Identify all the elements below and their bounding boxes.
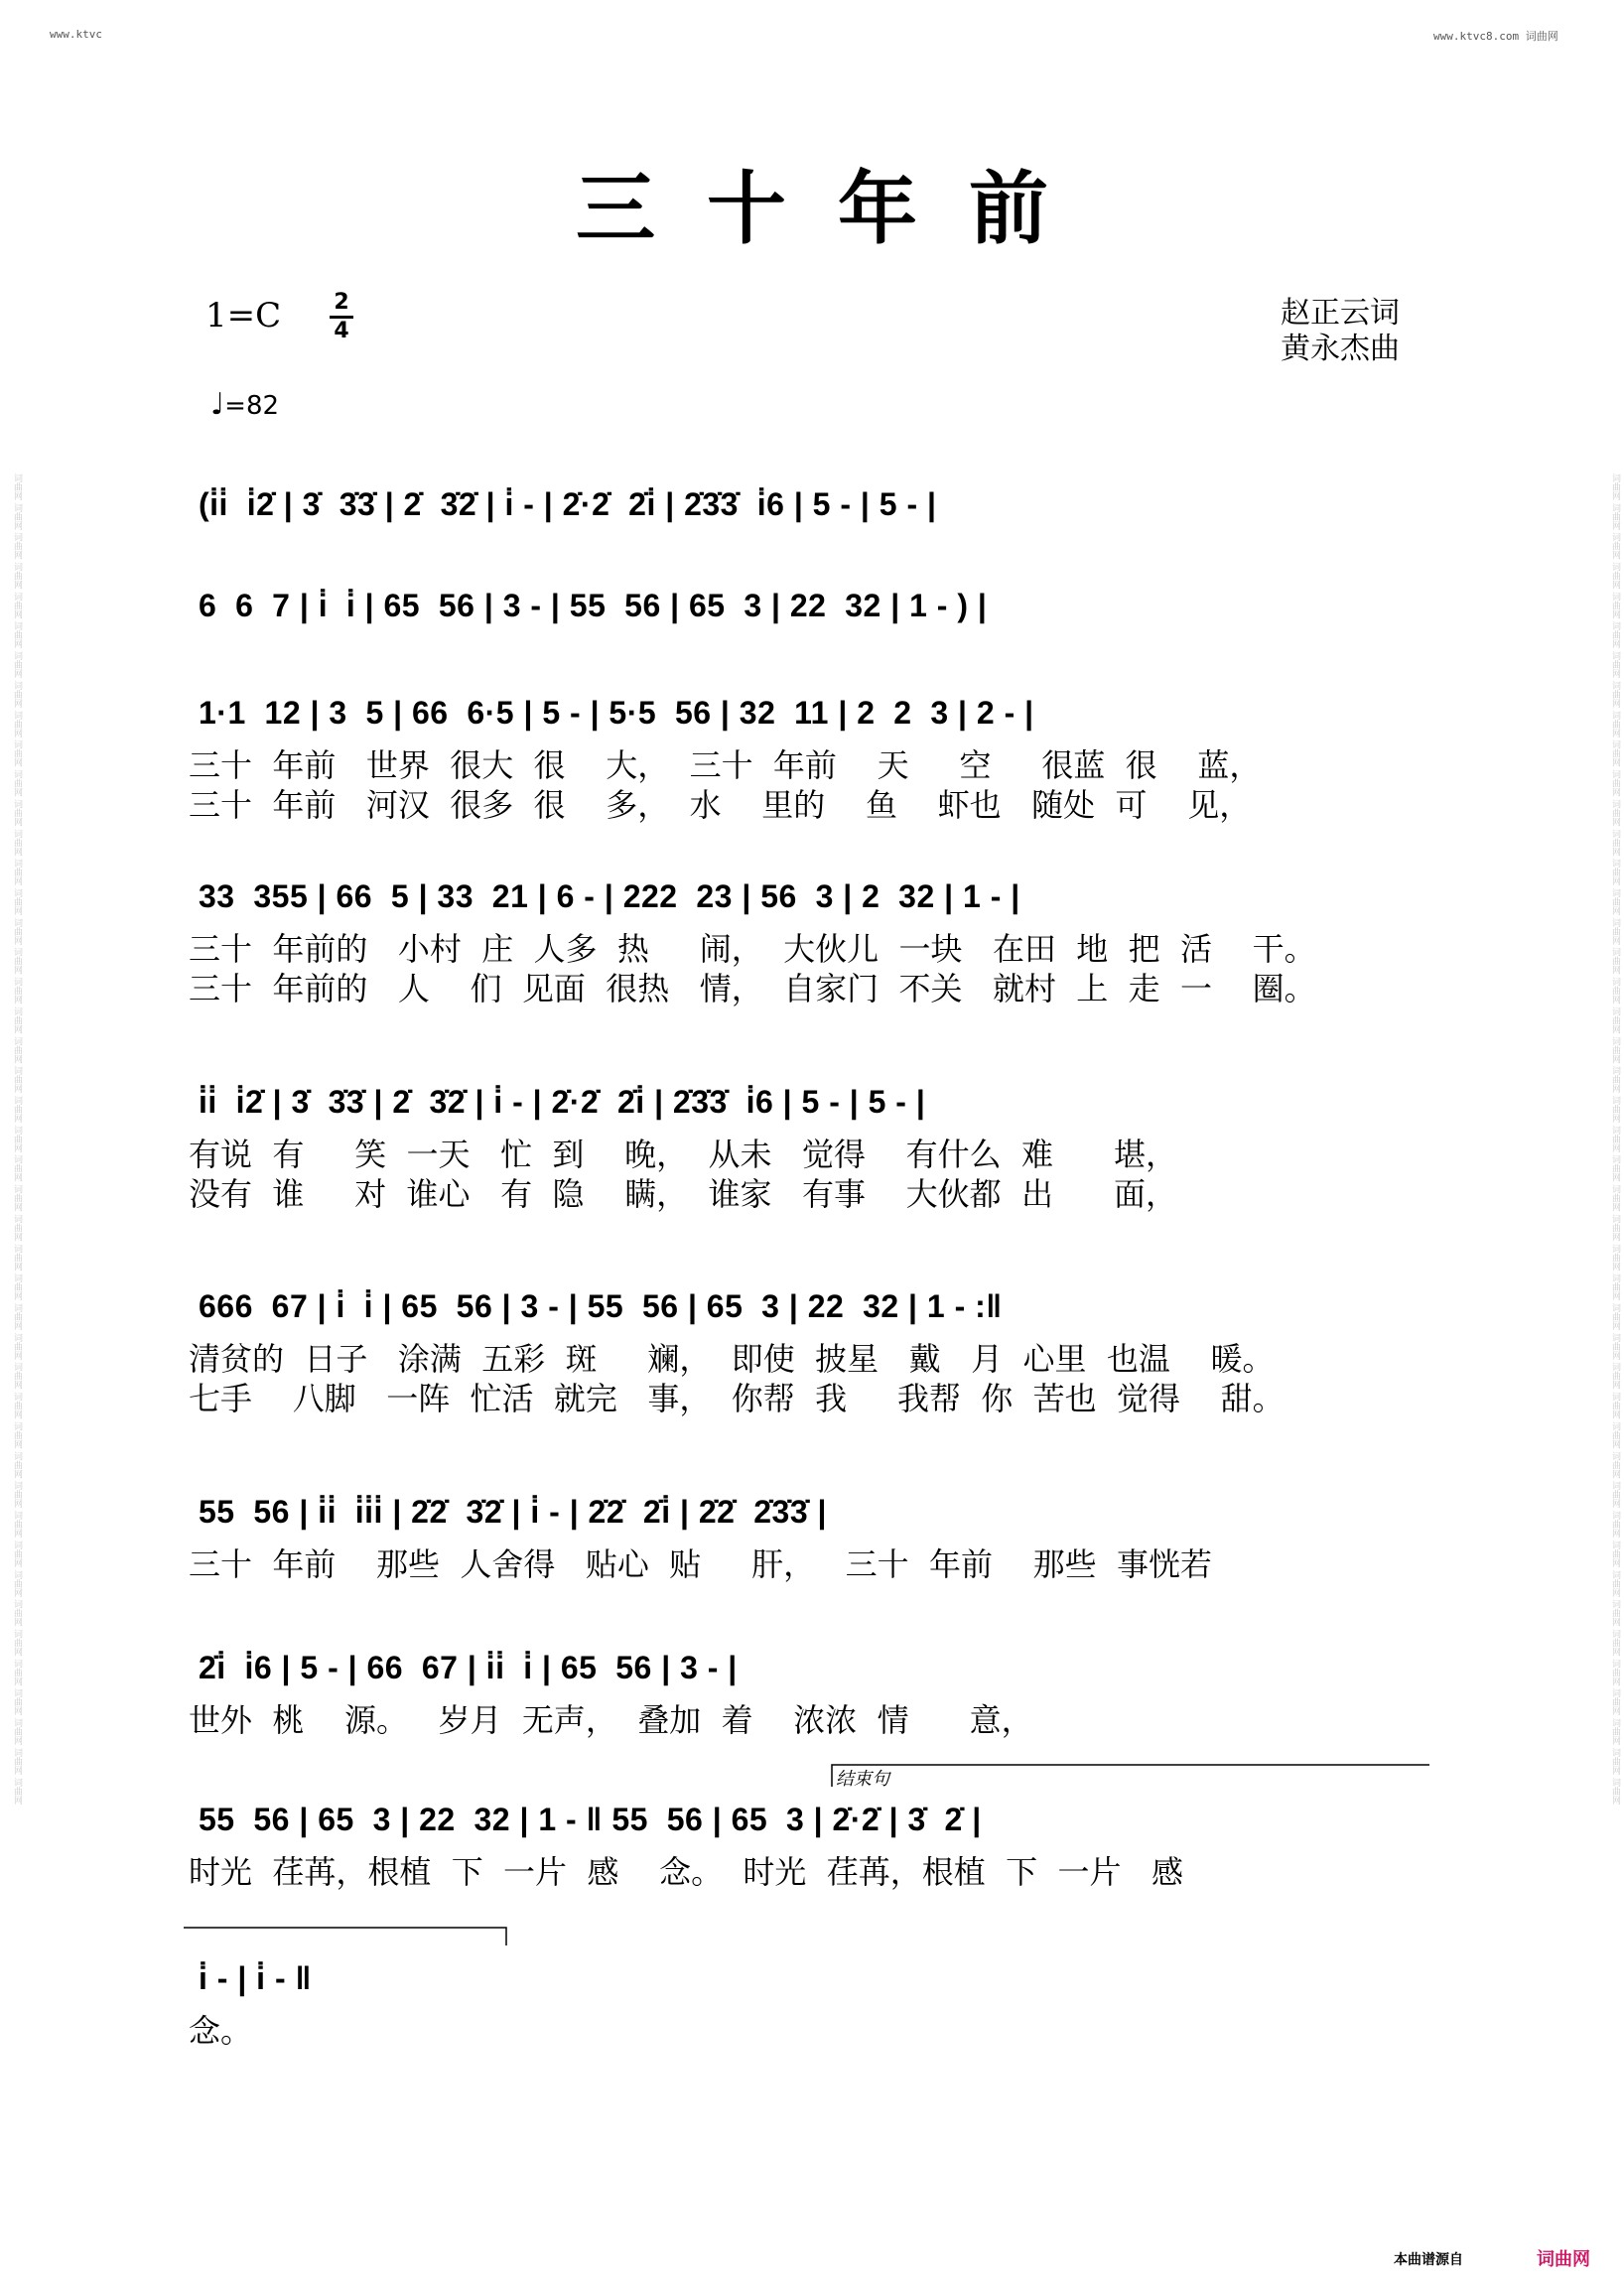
notation-line: 55 56 | i̇i̇ i̇i̇i̇ | 2̇2̇ 3̇2̇ | i̇ - | 2̇2̇ 2̇i̇ | 2̇2̇ 2̇3̇3̇ | xyxy=(199,1494,827,1530)
lyric-line: 三十 年前 那些 人舍得 贴心 贴 肝， 三十 年前 那些 事恍若 xyxy=(189,1545,1212,1583)
notation-line: 55 56 | 65 3 | 22 32 | 1 - ‖ 55 56 | 65 3 | 2̇·2̇ | 3̇ 2̇ | xyxy=(199,1802,982,1837)
notation-line: i̇i̇ i̇2̇ | 3̇ 3̇3̇ | 2̇ 3̇2̇ | i̇ - | 2̇·2̇ 2̇i̇ | 2̇3̇3̇ i̇6 | 5 - | 5 - | xyxy=(199,1084,926,1120)
ending-bracket xyxy=(832,1765,1429,1787)
quarter-note-icon: ♩ xyxy=(210,387,225,422)
watermark-right-strip: 词曲网 词曲网 词曲网 词曲网 词曲网 词曲网 词曲网 词曲网 词曲网 词曲网 词曲网 词曲网 词曲网 词曲网 词曲网 词曲网 词曲网 词曲网 词曲网 词曲网 词曲网 词曲网 词曲网 词曲网 词曲网 词曲网 词曲网 词曲网 词曲网 词曲网 词曲网 词曲网 词曲网 词曲网 词曲网 词曲网 词曲网 词曲网 词曲网 词曲网 词曲网 词曲网 词曲网 词曲网 词曲网 xyxy=(1610,473,1620,1805)
lyric-line: 三十 年前 世界 很大 很 大， 三十 年前 天 空 很蓝 很 蓝， xyxy=(189,746,1262,784)
tempo-value: =82 xyxy=(224,391,280,421)
lyric-line: 清贫的 日子 涂满 五彩 斑 斓， 即使 披星 戴 月 心里 也温 暖。 xyxy=(189,1340,1275,1378)
watermark-left-strip: 词曲网 词曲网 词曲网 词曲网 词曲网 词曲网 词曲网 词曲网 词曲网 词曲网 词曲网 词曲网 词曲网 词曲网 词曲网 词曲网 词曲网 词曲网 词曲网 词曲网 词曲网 词曲网 词曲网 词曲网 词曲网 词曲网 词曲网 词曲网 词曲网 词曲网 词曲网 词曲网 词曲网 词曲网 词曲网 词曲网 词曲网 词曲网 词曲网 词曲网 词曲网 词曲网 词曲网 词曲网 词曲网 xyxy=(12,473,22,1805)
final-bracket xyxy=(184,1928,506,1945)
lyric-line: 七手 八脚 一阵 忙活 就完 事， 你帮 我 我帮 你 苦也 觉得 甜。 xyxy=(189,1380,1285,1417)
notation-line: 2̇i̇ i̇6 | 5 - | 66 67 | i̇i̇ i̇ | 65 56 | 3 - | xyxy=(199,1650,738,1685)
ending-label: 结束句 xyxy=(836,1769,889,1790)
lyric-line: 有说 有 笑 一天 忙 到 晚， 从未 觉得 有什么 难 堪， xyxy=(189,1136,1178,1173)
notation-line: 6 6 7 | i̇ i̇ | 65 56 | 3 - | 55 56 | 65 3 | 22 32 | 1 - ) | xyxy=(199,588,988,623)
notation-line: 1·1 12 | 3 5 | 66 6·5 | 5 - | 5·5 56 | 32 11 | 2 2 3 | 2 - | xyxy=(199,695,1034,731)
lyric-line: 三十 年前的 小村 庄 人多 热 闹， 大伙儿 一块 在田 地 把 活 干。 xyxy=(189,930,1316,968)
composer-credit: 黄永杰曲 xyxy=(1281,332,1400,366)
meter-top: 2 xyxy=(334,290,349,315)
key-signature: 1=C xyxy=(205,296,282,335)
meter-bottom: 4 xyxy=(334,319,349,343)
lyric-line: 没有 谁 对 谁心 有 隐 瞒， 谁家 有事 大伙都 出 面， xyxy=(189,1175,1178,1213)
footer-source: 本曲谱源自 xyxy=(1394,2252,1463,2268)
notation-line: (i̇i̇ i̇2̇ | 3̇ 3̇3̇ | 2̇ 3̇2̇ | i̇ - | 2̇·2̇ 2̇i̇ | 2̇3̇3̇ i̇6 | 5 - | 5 - | xyxy=(199,486,937,522)
watermark-top-left: www.ktvc xyxy=(50,28,102,41)
watermark-top-right: www.ktvc8.com 词曲网 xyxy=(1433,30,1558,43)
notation-line: 666 67 | i̇ i̇ | 65 56 | 3 - | 55 56 | 65 3 | 22 32 | 1 - :‖ xyxy=(199,1288,1003,1324)
notation-line: 33 355 | 66 5 | 33 21 | 6 - | 222 23 | 56 3 | 2 32 | 1 - | xyxy=(199,878,1020,914)
lyricist-credit: 赵正云词 xyxy=(1281,296,1400,331)
lyric-line: 三十 年前的 人 们 见面 很热 情， 自家门 不关 就村 上 走 一 圈。 xyxy=(189,970,1316,1007)
notation-line: i̇ - | i̇ - ‖ xyxy=(199,1960,312,1996)
song-title: 三十年前 xyxy=(576,162,1100,255)
lyric-line: 三十 年前 河汉 很多 很 多， 水 里的 鱼 虾也 随处 可 见， xyxy=(189,786,1252,824)
footer-site-logo: 词曲网 xyxy=(1537,2249,1590,2270)
lyric-line: 念。 xyxy=(189,2012,253,2050)
lyric-line: 世外 桃 源。 岁月 无声， 叠加 着 浓浓 情 意， xyxy=(189,1701,1033,1739)
lyric-line: 时光 荏苒，根植 下 一片 感 念。 时光 荏苒，根植 下 一片 感 xyxy=(189,1853,1183,1891)
